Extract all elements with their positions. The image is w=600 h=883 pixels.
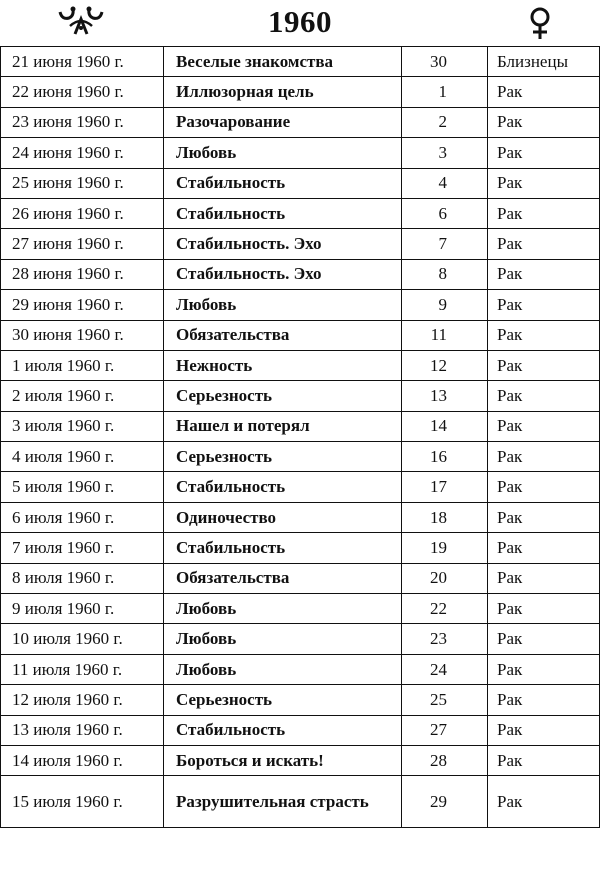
title-cell: Серьезность	[164, 685, 402, 715]
title-cell: Любовь	[164, 594, 402, 624]
date-cell: 25 июня 1960 г.	[1, 168, 164, 198]
title-cell: Любовь	[164, 138, 402, 168]
sign-cell: Рак	[488, 594, 600, 624]
number-cell: 11	[402, 320, 488, 350]
sign-cell: Рак	[488, 168, 600, 198]
sign-cell: Рак	[488, 350, 600, 380]
number-cell: 8	[402, 259, 488, 289]
date-cell: 3 июля 1960 г.	[1, 411, 164, 441]
title-cell: Серьезность	[164, 442, 402, 472]
number-cell: 25	[402, 685, 488, 715]
date-cell: 2 июля 1960 г.	[1, 381, 164, 411]
sign-cell: Рак	[488, 229, 600, 259]
number-cell: 3	[402, 138, 488, 168]
table-row	[1, 350, 600, 380]
table-row	[1, 533, 600, 563]
sign-cell: Рак	[488, 502, 600, 532]
number-cell: 23	[402, 624, 488, 654]
title-cell: Стабильность	[164, 198, 402, 228]
title-cell: Стабильность	[164, 715, 402, 745]
number-cell: 7	[402, 229, 488, 259]
table-row	[1, 624, 600, 654]
table-row	[1, 259, 600, 289]
title-cell: Нашел и потерял	[164, 411, 402, 441]
sign-cell: Рак	[488, 654, 600, 684]
date-cell: 28 июня 1960 г.	[1, 259, 164, 289]
table-row	[1, 77, 600, 107]
dates-table	[0, 46, 600, 828]
date-cell: 24 июня 1960 г.	[1, 138, 164, 168]
sign-cell: Рак	[488, 472, 600, 502]
date-cell: 5 июля 1960 г.	[1, 472, 164, 502]
sign-cell: Рак	[488, 776, 600, 828]
number-cell: 18	[402, 502, 488, 532]
sign-cell: Рак	[488, 320, 600, 350]
title-cell: Веселые знакомства	[164, 47, 402, 77]
title-cell: Разочарование	[164, 107, 402, 137]
number-cell: 1	[402, 77, 488, 107]
number-cell: 19	[402, 533, 488, 563]
page-header	[0, 0, 600, 46]
date-cell: 9 июля 1960 г.	[1, 594, 164, 624]
table-row	[1, 320, 600, 350]
table-row	[1, 290, 600, 320]
sign-cell: Рак	[488, 107, 600, 137]
title-cell: Разрушительная страсть	[164, 776, 402, 828]
number-cell: 30	[402, 47, 488, 77]
title-cell: Нежность	[164, 350, 402, 380]
sign-cell: Рак	[488, 138, 600, 168]
date-cell: 29 июня 1960 г.	[1, 290, 164, 320]
title-cell: Обязательства	[164, 563, 402, 593]
table-row	[1, 107, 600, 137]
date-cell: 11 июля 1960 г.	[1, 654, 164, 684]
sign-cell: Рак	[488, 290, 600, 320]
number-cell: 16	[402, 442, 488, 472]
table-row	[1, 411, 600, 441]
sign-cell: Рак	[488, 715, 600, 745]
number-cell: 28	[402, 745, 488, 775]
number-cell: 6	[402, 198, 488, 228]
date-cell: 8 июля 1960 г.	[1, 563, 164, 593]
title-cell: Стабильность	[164, 533, 402, 563]
title-cell: Обязательства	[164, 320, 402, 350]
venus-icon	[527, 6, 553, 40]
number-cell: 4	[402, 168, 488, 198]
number-cell: 20	[402, 563, 488, 593]
table-row	[1, 229, 600, 259]
number-cell: 9	[402, 290, 488, 320]
sign-cell: Близнецы	[488, 47, 600, 77]
number-cell: 12	[402, 350, 488, 380]
date-cell: 21 июня 1960 г.	[1, 47, 164, 77]
table-row	[1, 563, 600, 593]
title-cell: Иллюзорная цель	[164, 77, 402, 107]
number-cell: 2	[402, 107, 488, 137]
title-cell: Любовь	[164, 624, 402, 654]
date-cell: 1 июля 1960 г.	[1, 350, 164, 380]
table-row	[1, 47, 600, 77]
sign-cell: Рак	[488, 624, 600, 654]
sign-cell: Рак	[488, 533, 600, 563]
date-cell: 22 июня 1960 г.	[1, 77, 164, 107]
date-cell: 7 июля 1960 г.	[1, 533, 164, 563]
title-cell: Серьезность	[164, 381, 402, 411]
date-cell: 12 июля 1960 г.	[1, 685, 164, 715]
date-cell: 10 июля 1960 г.	[1, 624, 164, 654]
date-cell: 23 июня 1960 г.	[1, 107, 164, 137]
table-row	[1, 502, 600, 532]
title-cell: Одиночество	[164, 502, 402, 532]
title-cell: Стабильность. Эхо	[164, 229, 402, 259]
title-cell: Стабильность	[164, 472, 402, 502]
table-row	[1, 198, 600, 228]
title-cell: Любовь	[164, 290, 402, 320]
date-cell: 26 июня 1960 г.	[1, 198, 164, 228]
date-cell: 6 июля 1960 г.	[1, 502, 164, 532]
table-row	[1, 654, 600, 684]
title-cell: Стабильность	[164, 168, 402, 198]
sign-cell: Рак	[488, 745, 600, 775]
table-row	[1, 745, 600, 775]
table-row	[1, 594, 600, 624]
table-row	[1, 442, 600, 472]
date-cell: 15 июля 1960 г.	[1, 776, 164, 828]
table-row	[1, 381, 600, 411]
number-cell: 27	[402, 715, 488, 745]
number-cell: 14	[402, 411, 488, 441]
number-cell: 13	[402, 381, 488, 411]
sign-cell: Рак	[488, 563, 600, 593]
table-row	[1, 472, 600, 502]
table-row	[1, 715, 600, 745]
sign-cell: Рак	[488, 259, 600, 289]
table-row	[1, 138, 600, 168]
table-row	[1, 168, 600, 198]
sign-cell: Рак	[488, 442, 600, 472]
table-row	[1, 685, 600, 715]
date-cell: 4 июля 1960 г.	[1, 442, 164, 472]
date-cell: 30 июня 1960 г.	[1, 320, 164, 350]
page-title: 1960	[268, 4, 332, 39]
sign-cell: Рак	[488, 381, 600, 411]
sign-cell: Рак	[488, 685, 600, 715]
title-cell: Стабильность. Эхо	[164, 259, 402, 289]
table-row	[1, 776, 600, 828]
number-cell: 22	[402, 594, 488, 624]
number-cell: 24	[402, 654, 488, 684]
sign-cell: Рак	[488, 198, 600, 228]
number-cell: 29	[402, 776, 488, 828]
sign-cell: Рак	[488, 411, 600, 441]
number-cell: 17	[402, 472, 488, 502]
date-cell: 14 июля 1960 г.	[1, 745, 164, 775]
sign-cell: Рак	[488, 77, 600, 107]
title-cell: Любовь	[164, 654, 402, 684]
date-cell: 13 июля 1960 г.	[1, 715, 164, 745]
title-cell: Бороться и искать!	[164, 745, 402, 775]
date-cell: 27 июня 1960 г.	[1, 229, 164, 259]
